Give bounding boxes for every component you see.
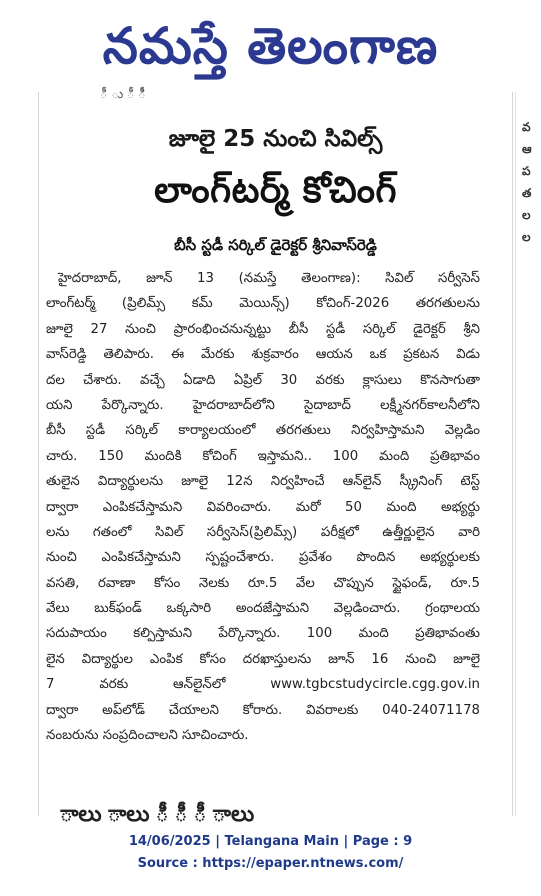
body-line: లాంగ్‌టర్మ్ (ప్రిలిమ్స్ కమ్ మెయిన్స్) కోచింగ్-2026 తరగతులను bbox=[46, 296, 480, 312]
body-line: వేలు బుక్‌ఫండ్ ఒక్కసారి అందజేస్తామని వెల్లడించారు. గ్రంథాలయ bbox=[46, 601, 480, 617]
next-article-headline-fragment bbox=[60, 802, 450, 827]
body-line: హైదరాబాద్, జూన్ 13 (నమస్తే తెలంగాణ): సివిల్ సర్వీసెస్ bbox=[58, 271, 480, 286]
body-line: 7 వరకు ఆన్‌లైన్‌లో www.tgbcstudycircle.cgg.gov.in bbox=[46, 677, 480, 693]
newspaper-logo-title: నమస్తే తెలంగాణ bbox=[102, 17, 439, 75]
body-line: యని పేర్కొన్నారు. హైదరాబాద్‌లోని సైదాబాద్ లక్ష్మీనగర్‌కాలనీలోని bbox=[46, 397, 480, 413]
body-line: దల చేశారు. వచ్చే ఏడాది ఏప్రిల్ 30 వరకు క్లాసులు కొనసాగుతా bbox=[46, 372, 480, 388]
body-line: లను గతంలో సివిల్ సర్వీసెస్(ప్రిలిమ్స్) పరీక్షలో ఉత్తీర్ణులైన వారి bbox=[46, 524, 480, 540]
body-line: చారు. 150 మందికి కోచింగ్ ఇస్తామని.. 100 మంది ప్రతిభావం bbox=[46, 448, 480, 464]
adjacent-column-strip bbox=[515, 92, 541, 816]
article-kicker: జూలై 25 నుంచి సివిల్స్ bbox=[168, 126, 383, 152]
edition-info: 14/06/2025 | Telangana Main | Page : 9 bbox=[128, 834, 413, 849]
masthead bbox=[0, 0, 541, 92]
side-strip-glyph: ల bbox=[522, 208, 531, 222]
previous-article-fragment: ీ ు ీ ిీ bbox=[100, 87, 146, 102]
side-strip-glyph: త bbox=[522, 186, 532, 200]
body-line: జూలై 27 నుంచి ప్రారంభించనున్నట్టు బీసీ స్టడీ సర్కిల్ డైరెక్టర్ శ్రీని bbox=[46, 321, 480, 337]
article-byline: బీసీ స్టడీ సర్కిల్ డైరెక్టర్ శ్రీనివాస్‌రెడ్డి bbox=[174, 236, 377, 254]
body-line: నుంచి ఎంపికచేస్తామని స్పష్టంచేశారు. ప్రవేశం పొందిన అభ్యర్థులకు bbox=[46, 550, 480, 566]
side-strip-glyph: ఆ bbox=[522, 142, 532, 156]
source-link[interactable]: Source : https://epaper.ntnews.com/ bbox=[137, 856, 404, 871]
body-line: నంబరును సంప్రదించాలని సూచించారు. bbox=[46, 728, 249, 744]
body-line: లైన విద్యార్థుల ఎంపిక కోసం దరఖాస్తులను జూన్ 16 నుంచి జూలై bbox=[46, 651, 480, 667]
side-strip-glyph: వ bbox=[522, 120, 531, 134]
side-strip-glyph: ల bbox=[522, 230, 531, 244]
body-line: తులైన విద్యార్థులను జూలై 12న నిర్వహించే ఆన్‌లైన్ స్క్రీనింగ్ టెస్ట్ bbox=[46, 474, 480, 490]
body-line: ద్వారా ఎంపికచేస్తామని వివరించారు. మరో 50 మంది అభ్యర్థు bbox=[46, 499, 480, 515]
body-line: ద్వారా అప్‌లోడ్ చేయాలని కోరారు. వివరాలకు 040-24071178 bbox=[46, 702, 480, 718]
body-line: వసతి, రవాణా కోసం నెలకు రూ.5 వేల చొప్పున స్టైఫండ్, రూ.5 bbox=[46, 575, 480, 591]
next-headline-text: ాలు ాలు ీ ీ ీ ాలు bbox=[60, 802, 255, 827]
body-line: సదుపాయం కల్పిస్తామని పేర్కొన్నారు. 100 మంది ప్రతిభావంతు bbox=[46, 626, 480, 642]
side-strip-glyph: ప bbox=[522, 164, 531, 178]
body-line: వాస్‌రెడ్డి తెలిపారు. ఈ మేరకు శుక్రవారం ఆయన ఒక ప్రకటన విడు bbox=[46, 347, 480, 363]
article-headline: లాంగ్‌టర్మ్ కోచింగ్ bbox=[154, 170, 397, 211]
article-body bbox=[46, 266, 480, 748]
body-line: బీసీ స్టడీ సర్కిల్ కార్యాలయంలో తరగతులు నిర్వహిస్తామని వెల్లడిం bbox=[46, 423, 480, 439]
